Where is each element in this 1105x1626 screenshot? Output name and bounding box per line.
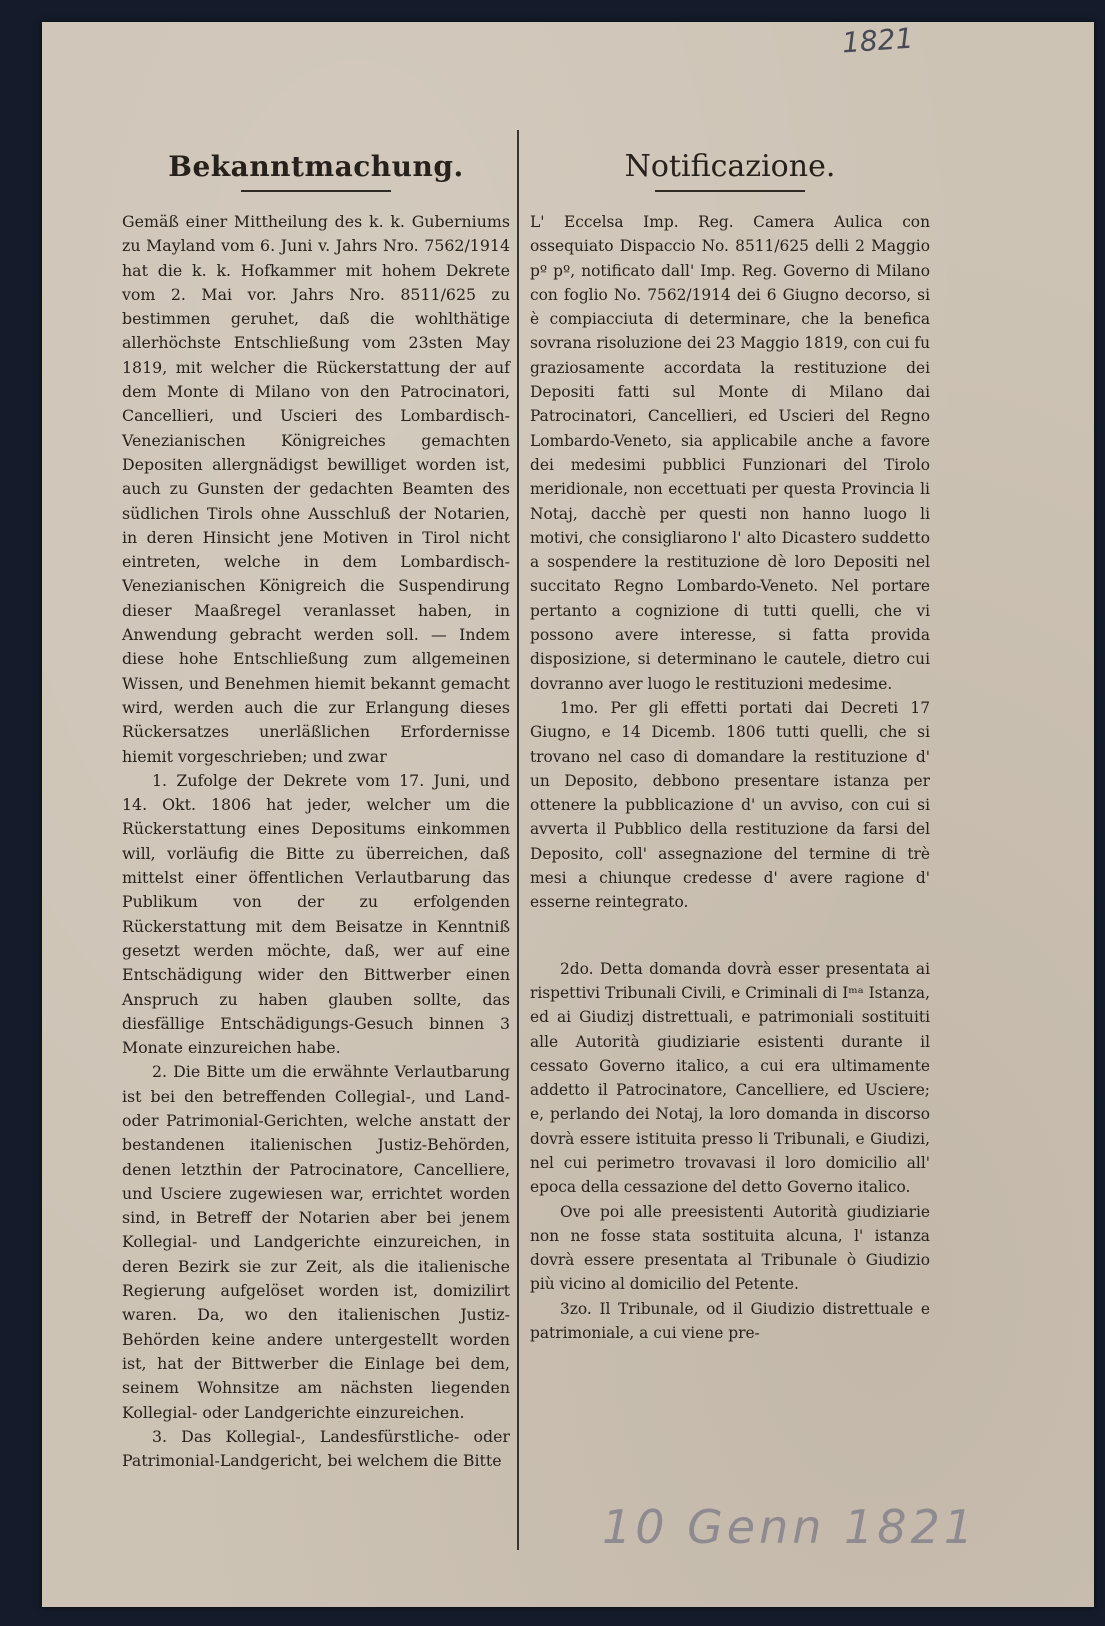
italian-title: Notificazione. <box>624 149 836 184</box>
italian-column <box>530 132 930 1345</box>
italian-title-rule <box>655 190 805 192</box>
pencil-date-annotation: 10 Genn 1821 <box>602 1500 978 1554</box>
document-sheet <box>42 22 1094 1607</box>
column-divider <box>517 130 519 1550</box>
italian-paragraph: Ove poi alle preesistenti Autorità giudiziarie non ne fosse stata sostituita alcuna, l' istanza dovrà essere presentata al Tribunale ò Giudizio più vicino al domicilio del Petente. <box>530 1202 930 1294</box>
german-title: Bekanntmachung. <box>168 150 464 183</box>
german-title-rule <box>241 190 391 192</box>
italian-paragraph: 1mo. Per gli effetti portati dai Decreti 17 Giugno, e 14 Dicemb. 1806 tutti quelli, che si trovano nel caso di domandare la restituzione d' un Deposito, debbono presentare istanza per ottenere la pubblicazione d' un avviso, con cui si avverta il Pubblico della restituzione da farsi del Deposito, coll' assegnazione del termine di trè mesi a chiunque credesse d' avere ragione d' esserne reintegrato. <box>530 698 930 912</box>
paragraph-gap <box>530 915 930 957</box>
german-paragraph: Gemäß einer Mittheilung des k. k. Guberniums zu Mayland vom 6. Juni v. Jahrs Nro. 7562/1914 hat die k. k. Hofkammer mit hohem Dekrete vom 2. Mai vor. Jahrs Nro. 8511/625 zu bestimmen geruhet, daß die wohlthätige allerhöchste Entschließung vom 23sten May 1819, mit welcher die Rückerstattung der auf dem Monte di Milano von den Patrocinatori, Cancellieri, und Uscieri des Lombardisch-Venezianischen Königreiches gemachten Depositen allergnädigst bewilliget worden ist, auch zu Gunsten der gedachten Beamten des südlichen Tirols ohne Ausschluß der Notarien, in deren Hinsicht jene Motiven in Tirol nicht eintreten, welche in dem Lombardisch-Venezianischen Königreich die Suspendirung dieser Maaßregel veranlasset haben, in Anwendung gebracht werden soll. — Indem diese hohe Entschließung zum allgemeinen Wissen, und Benehmen hiemit bekannt gemacht wird, werden auch die zur Erlangung dieses Rückersatzes unerläßlichen Erfordernisse hiemit vorgeschrieben; und zwar <box>122 212 510 766</box>
german-column <box>122 132 510 1473</box>
german-paragraph: 3. Das Kollegial-, Landesfürstliche- oder Patrimonial-Landgericht, bei welchem die Bitte <box>122 1426 510 1471</box>
german-paragraph: 2. Die Bitte um die erwähnte Verlautbarung ist bei den betreffenden Collegial-, und Land- oder Patrimonial-Gerichten, welche anstatt der bestandenen italienischen Justiz-Behörden, denen letzthin der Patrocinatore, Cancelliere, und Usciere zugewiesen war, errichtet worden sind, in Betreff der Notarien aber bei jenem Kollegial- und Landgerichte einzureichen, in deren Bezirk sie zur Zeit, als die italienische Regierung aufgelöset worden ist, domizilirt waren. Da, wo den italienischen Justiz-Behörden keine andere untergestellt worden ist, hat der Bittwerber die Einlage bei dem, seinem Wohnsitze am nächsten liegenden Kollegial- oder Landgerichte einzureichen. <box>122 1062 510 1422</box>
italian-paragraph: 2do. Detta domanda dovrà esser presentata ai rispettivi Tribunali Civili, e Criminali di Iᵐᵃ Istanza, ed ai Giudizj distrettuali, e patrimoniali sostituiti alle Autorità giudiziarie esistenti durante il cessato Governo italico, a cui era ultimamente addetto il Patrocinatore, Cancelliere, ed Usciere; e, perlando dei Notaj, la loro domanda in discorso dovrà essere istituita presso li Tribunali, e Giudizi, nel cui perimetro trovavasi il loro domicilio all' epoca della cessazione del detto Governo italico. <box>530 959 930 1197</box>
italian-paragraph: L' Eccelsa Imp. Reg. Camera Aulica con ossequiato Dispaccio No. 8511/625 delli 2 Maggio pº pº, notificato dall' Imp. Reg. Governo di Milano con foglio No. 7562/1914 dei 6 Giugno decorso, si è compiacciuta di determinare, che la benefica sovrana risoluzione dei 23 Maggio 1819, con cui fu graziosamente accordata la restituzione dei Depositi fatti sul Monte di Milano dai Patrocinatori, Cancellieri, ed Uscieri del Regno Lombardo-Veneto, sia applicabile anche a favore dei medesimi pubblici Funzionari del Tirolo meridionale, non eccettuati per questa Provincia li Notaj, dacchè per questi non hanno luogo li motivi, che consigliarono l' alto Dicastero suddetto a sospendere la restituzione dè loro Depositi nel succitato Regno Lombardo-Veneto. Nel portare pertanto a cognizione di tutti quelli, che vi possono avere interesse, si fatta provida disposizione, si determinano le cautele, dietro cui dovranno aver luogo le restituzioni medesime. <box>530 213 930 693</box>
german-paragraph: 1. Zufolge der Dekrete vom 17. Juni, und 14. Okt. 1806 hat jeder, welcher um die Rückerstattung eines Depositums einkommen will, vorläufig die Bitte zu überreichen, daß mittelst einer öffentlichen Verlautbarung das Publikum von der zu erfolgenden Rückerstattung mit dem Beisatze in Kenntniß gesetzt werden möchte, daß, wer auf eine Entschädigung wider den Bittwerber einen Anspruch zu haben glauben sollte, das diesfällige Entschädigungs-Gesuch binnen 3 Monate einzureichen habe. <box>122 770 510 1058</box>
pencil-year-annotation: 1821 <box>840 21 915 60</box>
italian-paragraph: 3zo. Il Tribunale, od il Giudizio distrettuale e patrimoniale, a cui viene pre- <box>530 1299 930 1343</box>
